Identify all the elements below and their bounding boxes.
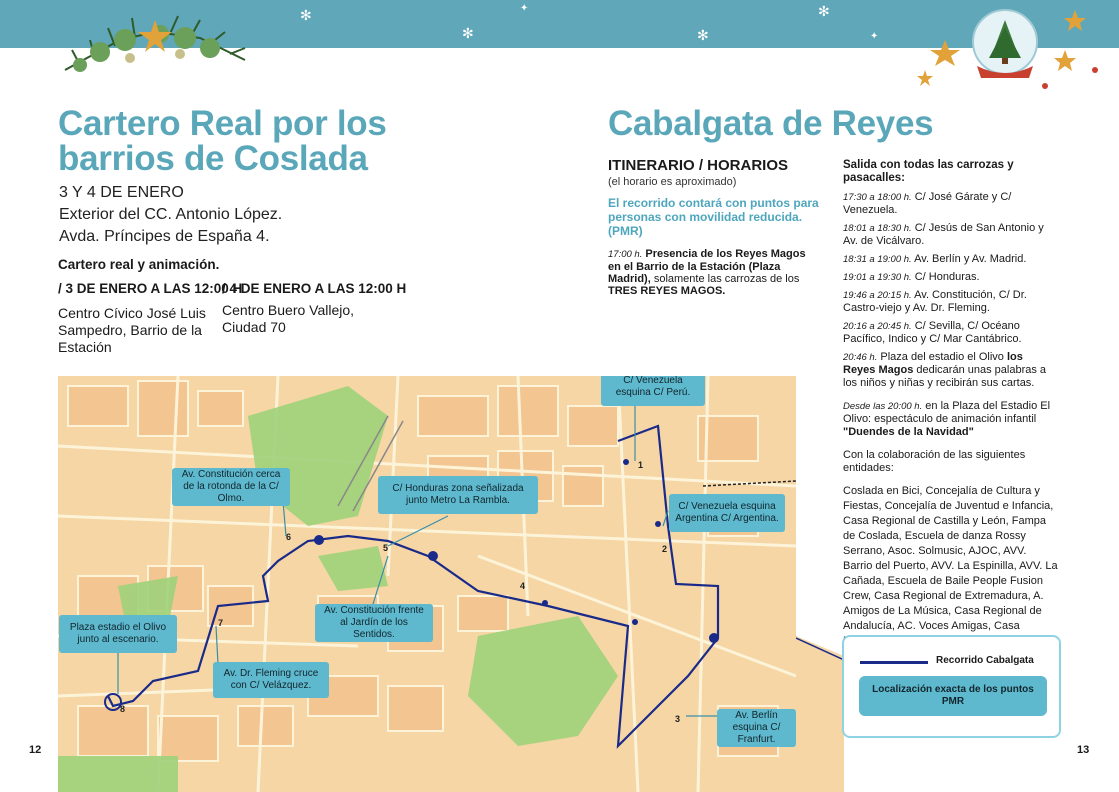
schedule-text: Av. Constitución, C/ Dr. Castro-viejo y Av. Dr. Fleming. [843,289,1027,314]
legend-route-label: Recorrido Cabalgata [936,655,1034,666]
start-text: solamente las carrozas de los [653,273,800,285]
event-date: 3 Y 4 DE ENERO [59,184,184,201]
schedule-text: C/ José Gárate y C/ Venezuela. [843,191,1012,216]
schedule-text: dedicarán unas palabras a los niños y niñas y recibirán sus cartas. [843,364,1047,389]
map-graphic [58,376,796,792]
start-bold: Presencia de los Reyes Magos en el Barrio de la Estación (Plaza Madrid), [608,248,806,285]
show-paragraph [843,400,1058,439]
snowflake-icon: ✦ [520,3,529,14]
place-line: Ciudad 70 [222,319,286,335]
schedule-row [843,271,1058,284]
collab-intro: Con la colaboración de las siguientes entidades: [843,449,1026,474]
schedule-row [843,320,1058,346]
route-map[interactable] [58,376,796,792]
place-line: Centro Cívico José Luis [58,305,206,321]
schedule-text: C/ Sevilla, C/ Océano Pacífico, Indico y C/ Mar Cantábrico. [843,320,1022,345]
title-line: Cartero Real por los [58,104,387,143]
pmr-notice: El recorrido contará con puntos para personas con movilidad reducida. (PMR) [608,196,819,238]
point-number: 7 [218,618,224,628]
schedule-row [843,222,1058,248]
address-line: Avda. Príncipes de España 4. [59,228,270,245]
day4-heading: / 4 DE ENERO A LAS 12:00 H [222,281,407,296]
snowflake-icon: ✻ [818,3,830,19]
callout-berlin[interactable]: Av. Berlín esquina C/ Franfurt. [717,709,796,747]
start-time: 17:00 h. [608,249,643,260]
map-edge [796,376,844,792]
snow-globe-icon [905,0,1119,100]
schedule-text: C/ Honduras. [914,271,980,283]
right-page-title: Cabalgata de Reyes [608,104,934,143]
page-number-right: 13 [1077,744,1090,756]
schedule-text: Av. Berlín y Av. Madrid. [914,253,1027,265]
legend-pmr-box: Localización exacta de los puntos PMR [859,676,1047,716]
point-number: 4 [520,581,526,591]
start-paragraph [608,248,818,297]
map-legend [842,635,1061,738]
place-line: Estación [58,339,112,355]
callout-honduras[interactable]: C/ Honduras zona señalizada junto Metro La Rambla. [378,476,538,514]
activity-label: Cartero real y animación. [58,257,220,272]
point-number: 2 [662,544,668,554]
point-number: 5 [383,543,389,553]
schedule-row [843,289,1058,315]
snowflake-icon: ✻ [300,7,312,23]
schedule-time: 17:30 a 18:00 h. [843,192,912,203]
schedule-text: C/ Jesús de San Antonio y Av. de Vicálvaro. [843,222,1044,247]
schedule-time: 18:31 a 19:00 h. [843,254,912,265]
callout-venezuela-peru[interactable]: C/ Venezuela esquina C/ Perú. [601,376,705,406]
event-details [58,182,282,248]
itinerary-title: ITINERARIO / HORARIOS [608,157,789,174]
title-line: barrios de Coslada [58,139,368,178]
callout-constitucion-olmo[interactable]: Av. Constitución cerca de la rotonda de la C/ Olmo. [172,468,290,506]
schedule-heading: Salida con todas las carrozas y pasacalles: [843,159,1014,184]
show-text: en la Plaza del Estadio El Olivo: espectáculo de animación infantil [843,400,1051,425]
legend-route-line [860,661,928,664]
callout-constitucion-jardin[interactable]: Av. Constitución frente al Jardín de los Sentidos. [315,604,433,642]
callout-olivo[interactable]: Plaza estadio el Olivo junto al escenario. [59,615,177,653]
show-time: Desde las 20:00 h. [843,401,923,412]
callout-venezuela-argentina[interactable]: C/ Venezuela esquina Argentina C/ Argentina. [669,494,785,532]
point-number: 1 [638,460,644,470]
left-page-title [58,106,458,176]
schedule-time: 20:46 h. [843,352,878,363]
start-bold-kings: TRES REYES MAGOS. [608,285,726,297]
collab-list: Coslada en Bici, Concejalía de Cultura y Fiestas, Concejalía de Juventud e Infancia, Casa Regional de Castilla y León, Fampa de Coslada, Escuela de danza Rossy Serrano, Asoc. Solmusic, AJOC, AVV. Barrio del Puerto, AVV. La Espinilla, AVV. La Cañada, Escuela de Baile People Fusion Crew, Casa Regional de Extremadura, A. Amigos de La Música, Casa Regional de Andalucía, AC. Voces Amigas, Casa [843,485,1058,632]
callout-fleming[interactable]: Av. Dr. Fleming cruce con C/ Velázquez. [213,662,329,698]
place-line: Centro Buero Vallejo, [222,302,355,318]
point-number: 6 [286,532,292,542]
snowflake-icon: ✻ [462,25,474,41]
schedule-row [843,253,1058,266]
schedule-final [843,351,1058,390]
address-line: Exterior del CC. Antonio López. [59,206,283,223]
schedule-time: 18:01 a 18:30 h. [843,223,912,234]
schedule-time: 20:16 a 20:45 h. [843,321,912,332]
pine-garland-icon [60,10,250,85]
page-number-left: 12 [29,744,42,756]
itinerary-note: (el horario es aproximado) [608,176,737,188]
snowflake-icon: ✻ [697,27,709,43]
point-number: 3 [675,714,681,724]
day3-place [58,305,206,356]
point-number: 8 [120,704,126,714]
snowflake-icon: ✦ [870,31,879,42]
schedule-row [843,191,1058,217]
schedule-time: 19:46 a 20:15 h. [843,290,912,301]
place-line: Sampedro, Barrio de la [58,322,202,338]
schedule-text: Plaza del estadio el Olivo [880,351,1004,363]
day4-place [222,302,354,336]
schedule [843,159,1058,664]
schedule-bold: los Reyes Magos [843,351,1023,376]
show-bold: "Duendes de la Navidad" [843,426,974,438]
schedule-time: 19:01 a 19:30 h. [843,272,912,283]
day3-heading: / 3 DE ENERO A LAS 12:00 H [58,281,243,296]
